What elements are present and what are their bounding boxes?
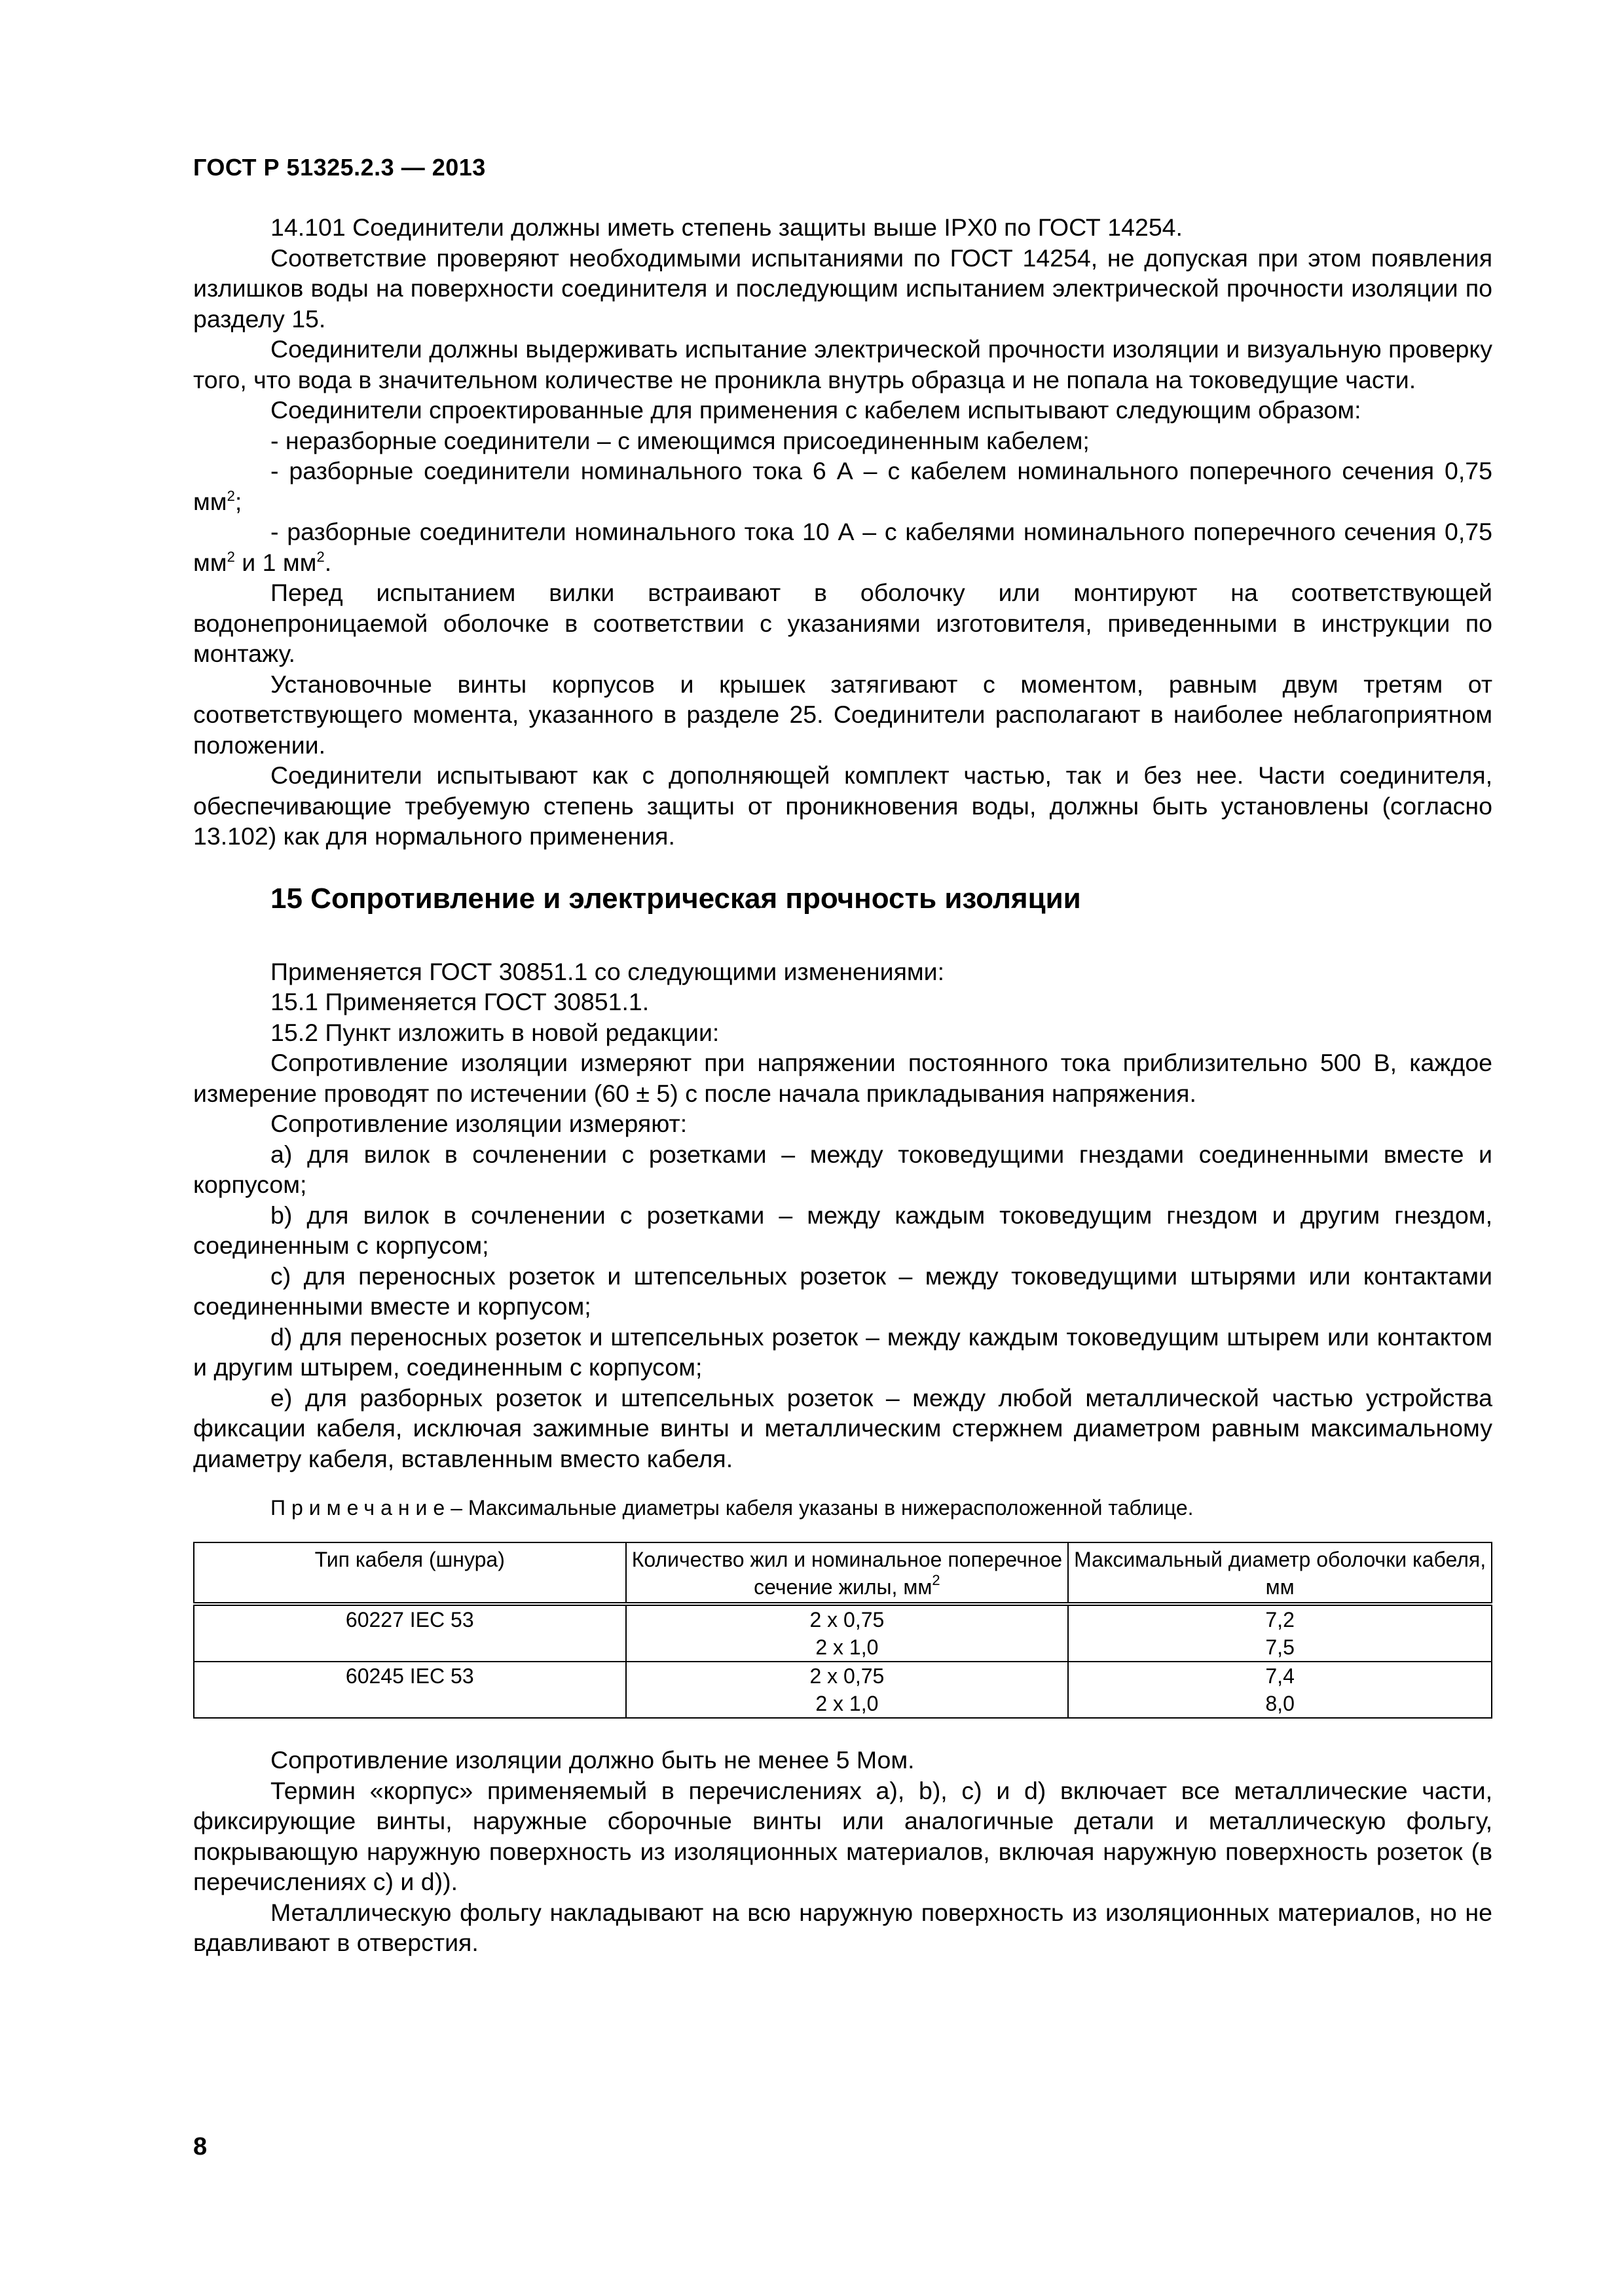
paragraph: Сопротивление изоляции измеряют: [270, 1110, 688, 1137]
cell-type: 60245 IEC 53 [194, 1662, 626, 1718]
document-body [193, 212, 1492, 1958]
paragraph: Соединители испытывают как с дополняющей комплект частью, так и без нее. Части соединителя, обеспечивающие требуемую степень защиты от проникновения воды, должны быть установлены (согласно 13.102) как для нормального применения. [193, 761, 1492, 850]
section-heading: 15 Сопротивление и электрическая прочность изоляции [270, 882, 1081, 915]
paragraph: Соединители должны выдерживать испытание электрической прочности изоляции и визуальную проверку того, что вода в значительном количестве не проникла внутрь образца и не попала на токоведущие части. [193, 335, 1492, 393]
list-item-6a: - разборные соединители номинального тока 6 А – с кабелем номинального поперечного сечения 0,75 $мм^2$; [193, 457, 1492, 515]
paragraph: Металлическую фольгу накладывают на всю наружную поверхность из изоляционных материалов, но не вдавливают в отверстия. [193, 1898, 1492, 1956]
document-header: ГОСТ Р 51325.2.3 — 2013 [193, 154, 486, 181]
list-item-10a: - разборные соединители номинального тока 10 А – с кабелями номинального поперечного сечения 0,75 $мм^2$ и 1 $мм^2$. [193, 518, 1492, 576]
paragraph: Термин «корпус» применяемый в перечислениях a), b), c) и d) включает все металлические части, фиксирующие винты, наружные сборочные винты или аналогичные детали и металлическую фольгу, покрывающую наружную поверхность из изоляционных материалов, включая наружную поверхность розеток (в перечислениях c) и d)). [193, 1776, 1492, 1895]
paragraph: Сопротивление изоляции должно быть не менее 5 Мом. [270, 1746, 915, 1774]
paragraph-14-101: 14.101 Соединители должны иметь степень защиты выше IPX0 по ГОСТ 14254. [270, 213, 1183, 241]
cell-cores: 2 x 0,75 2 x 1,0 [626, 1604, 1069, 1662]
header-cable-type: Тип кабеля (шнура) [194, 1542, 626, 1604]
cable-diameter-table [193, 1542, 1492, 1719]
paragraph: 15.2 Пункт изложить в новой редакции: [270, 1018, 720, 1046]
paragraph: 15.1 Применяется ГОСТ 30851.1. [270, 988, 650, 1015]
paragraph: Сопротивление изоляции измеряют при напряжении постоянного тока приблизительно 500 В, каждое измерение проводят по истечении (60 ± 5) с после начала прикладывания напряжения. [193, 1049, 1492, 1107]
cell-diameter: 7,2 7,5 [1068, 1604, 1492, 1662]
note-label: Примечание [270, 1496, 451, 1520]
list-item-d: d) для переносных розеток и штепсельных розеток – между каждым токоведущим штырем или контактом и другим штырем, соединенным с корпусом; [193, 1322, 1492, 1381]
list-item: - неразборные соединители – с имеющимся присоединенным кабелем; [270, 426, 1090, 454]
page-number: 8 [193, 2133, 208, 2160]
cell-type: 60227 IEC 53 [194, 1604, 626, 1662]
paragraph: Соединители спроектированные для применения с кабелем испытывают следующим образом: [270, 396, 1361, 424]
cell-diameter: 7,4 8,0 [1068, 1662, 1492, 1718]
list-item-b: b) для вилок в сочленении с розетками – между каждым токоведущим гнездом и другим гнездом, соединенным с корпусом; [193, 1201, 1492, 1259]
list-item-e: e) для разборных розеток и штепсельных розеток – между любой металлической частью устройства фиксации кабеля, исключая зажимные винты и металлическим стержнем диаметром равным максимальному диаметру кабеля, вставленным вместо кабеля. [193, 1383, 1492, 1472]
list-item-c: c) для переносных розеток и штепсельных розеток – между токоведущими штырями или контактами соединенными вместе и корпусом; [193, 1262, 1492, 1320]
table-row [194, 1604, 1492, 1662]
paragraph: Установочные винты корпусов и крышек затягивают с моментом, равным двум третям от соответствующего момента, указанного в разделе 25. Соединители располагают в наиболее неблагоприятном положении. [193, 670, 1492, 759]
table-note: Примечание– Максимальные диаметры кабеля указаны в нижерасположенной таблице. [270, 1496, 1194, 1520]
header-max-diameter: Максимальный диаметр оболочки кабеля, мм [1068, 1542, 1492, 1604]
paragraph: Соответствие проверяют необходимыми испытаниями по ГОСТ 14254, не допуская при этом появления излишков воды на поверхности соединителя и последующим испытанием электрической прочности изоляции по разделу 15. [193, 244, 1492, 333]
paragraph: Применяется ГОСТ 30851.1 со следующими изменениями: [270, 957, 945, 985]
header-cores: Количество жил и номинальное поперечное сечение жилы, $мм^2$ [626, 1542, 1069, 1604]
paragraph: Перед испытанием вилки встраивают в оболочку или монтируют на соответствующей водонепроницаемой оболочке в соответствии с указаниями изготовителя, приведенными в инструкции по монтажу. [193, 579, 1492, 667]
table-row [194, 1662, 1492, 1718]
list-item-a: a) для вилок в сочленении с розетками – между токоведущими гнездами соединенными вместе и корпусом; [193, 1140, 1492, 1198]
table-header-row [194, 1542, 1492, 1604]
cell-cores: 2 x 0,75 2 x 1,0 [626, 1662, 1069, 1718]
